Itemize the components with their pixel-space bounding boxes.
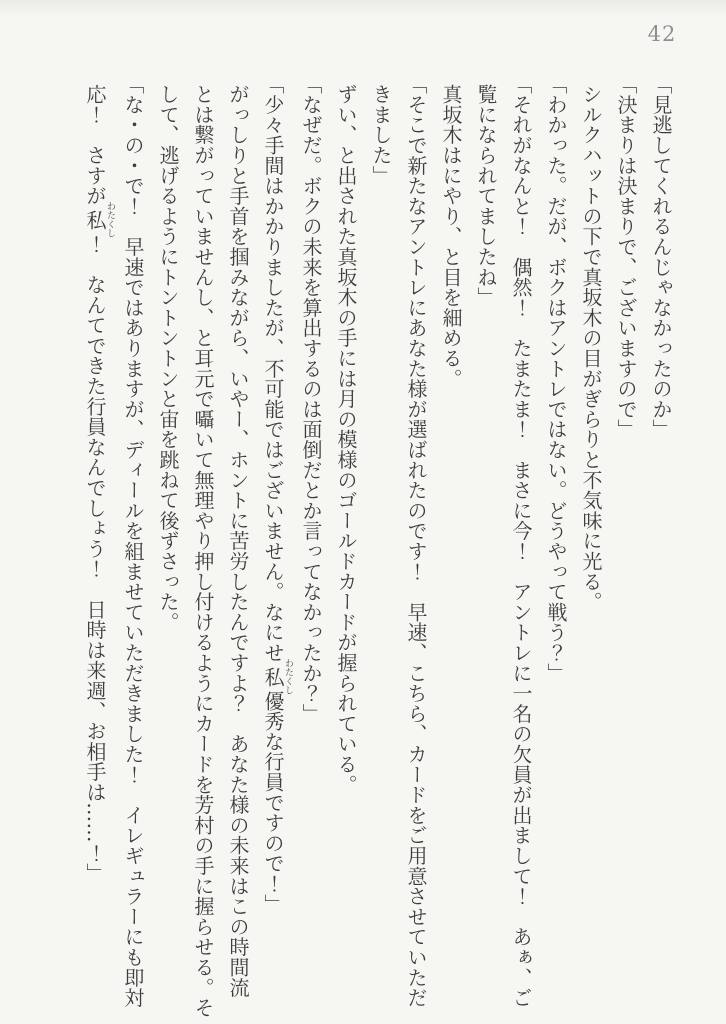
text-line-16: 「な・の・で！ 早速ではありますが、ディールを組ませていただきました！ イレギュラーにも即対 [121,74,145,1008]
text-line-4: 「わかった。だが、ボクはアントレではない。どうやって戦う？」 [544,74,568,683]
text-line-10: ずい、と出された真坂木の手には月の模様のゴールドカードが握られている。 [334,84,358,795]
text-line-2: 「決まりは決まりで、ございますので」 [614,74,638,440]
text-line-1: 「見逃してくれるんじゃなかったのか」 [649,74,673,440]
text-line-14: とは繋がっていませんし、と耳元で囁いて無理やり押し付けるようにカードを芳村の手に握らせる。そ [191,84,215,1018]
text-line-8: 「そこで新たなアントレにあなた様が選ばれたのです！ 早速、こちら、カードをご用意させていただ [404,74,428,1008]
text-line-3: シルクハットの下で真坂木の目がぎらりと不気味に光る。 [579,84,603,612]
text-line-13: がっしりと手首を掴みながら、いやー、ホントに苦労したんですよ？ あなた様の未来はこの時間流 [226,84,250,998]
ruby-word: 私わたくし [261,658,293,695]
page-number: 42 [647,22,677,46]
text-line-12: 「少々手間はかかりましたが、不可能ではございません。なにせ私わたくし優秀な行員ですので！」 [261,74,293,915]
text-line-5: 「それがなんと！ 偶然！ たまたま！ まさに今！ アントレに一名の欠員が出まして！ あぁ、ご [509,74,533,1008]
text-line-17: 応！ さすが私わたくし！ なんてできた行員なんでしょう！ 日時は来週、お相手は……！」 [83,84,115,884]
text-line-6: 覧になられてましたね」 [474,84,498,308]
text-line-9: きました」 [369,84,393,186]
text-line-11: 「なぜだ。ボクの未来を算出するのは面倒だとか言ってなかったか？」 [299,74,323,724]
ruby-word: 私わたくし [83,201,115,238]
text-line-7: 真坂木はにやり、と目を細める。 [439,84,463,389]
text-line-15: して、逃げるようにトントントンと宙を跳ねて後ずさった。 [156,84,180,633]
text-area [77,74,678,1020]
